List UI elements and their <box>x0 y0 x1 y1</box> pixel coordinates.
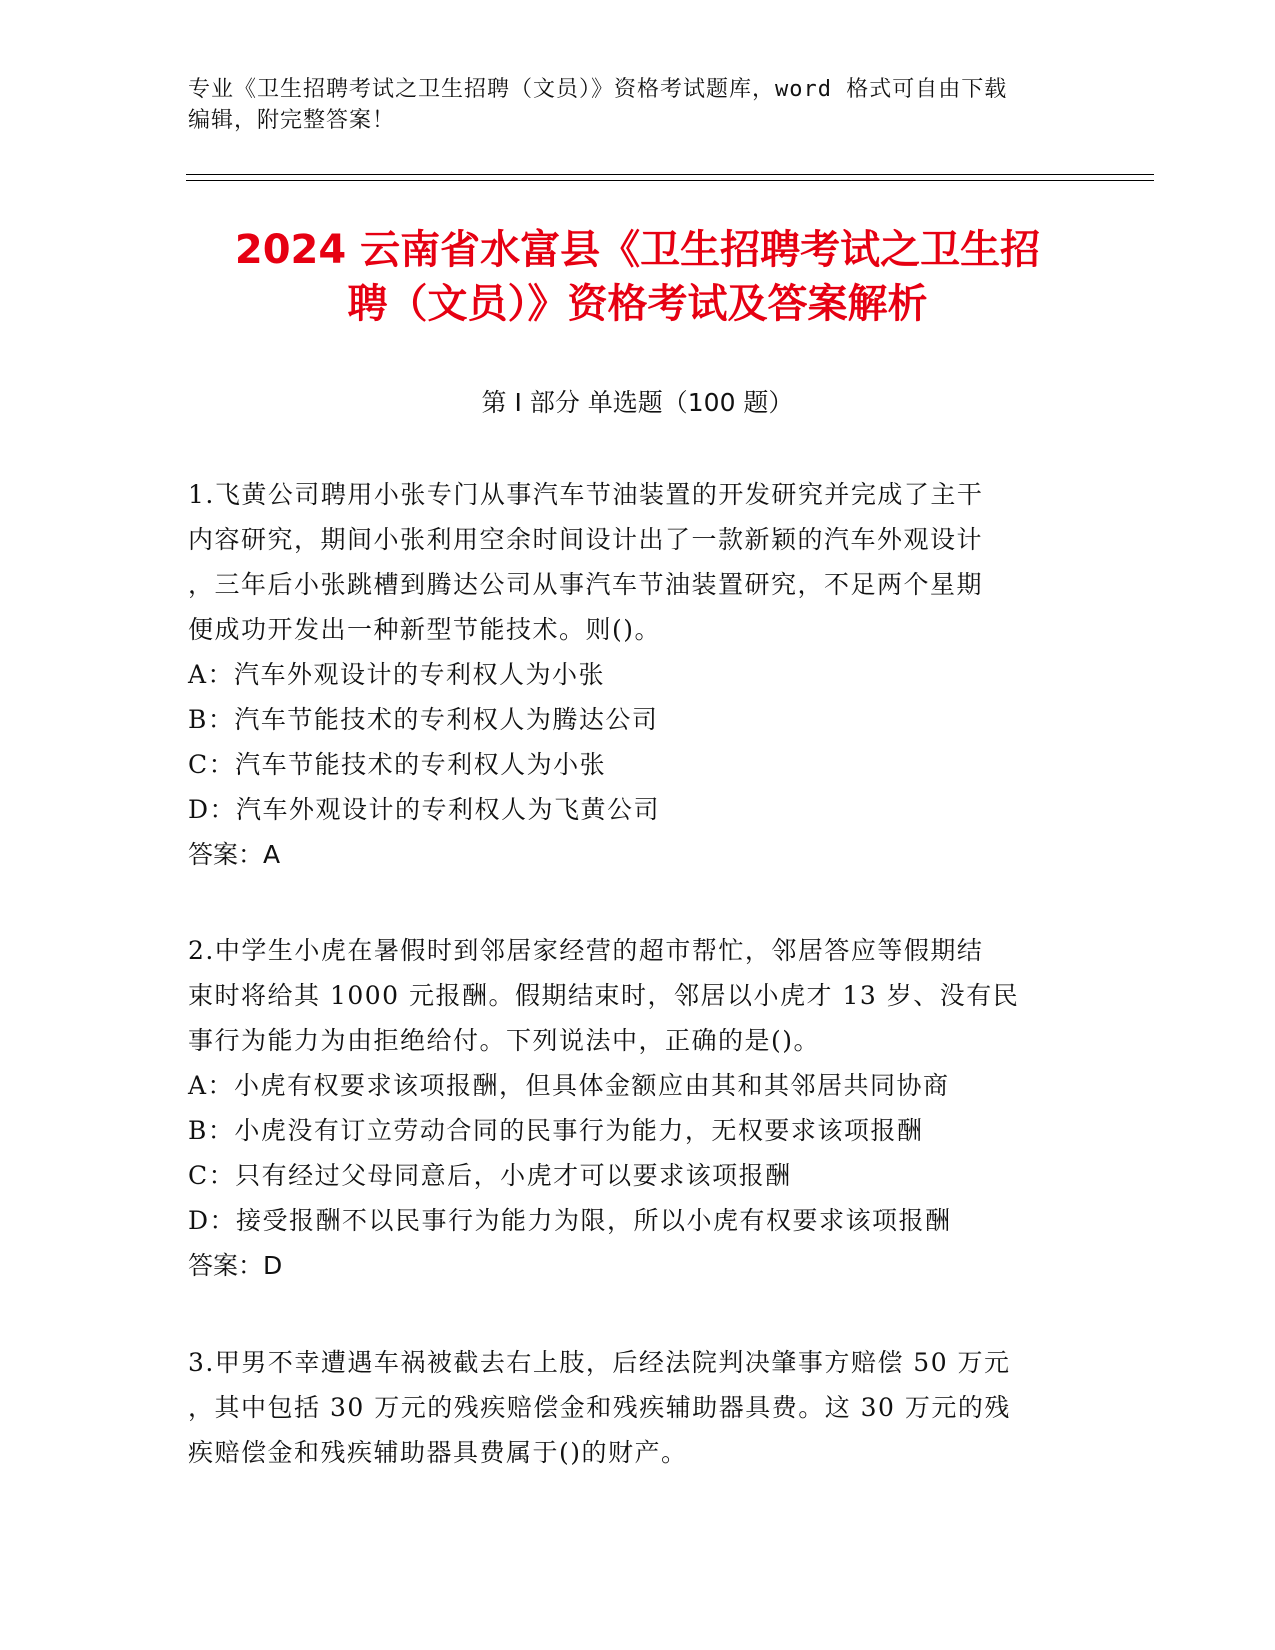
answer: 答案：A <box>188 840 281 869</box>
option-d: D：汽车外观设计的专利权人为飞黄公司 <box>188 795 661 824</box>
header-divider-top <box>186 174 1154 175</box>
header-divider-bottom <box>186 180 1154 181</box>
question-text-line: 束时将给其 1000 元报酬。假期结束时，邻居以小虎才 13 岁、没有民 <box>188 981 1020 1010</box>
question-text-line: 2.中学生小虎在暑假时到邻居家经营的超市帮忙，邻居答应等假期结 <box>188 936 984 965</box>
option-a: A：汽车外观设计的专利权人为小张 <box>188 660 606 689</box>
option-b: B：小虎没有订立劳动合同的民事行为能力，无权要求该项报酬 <box>188 1116 924 1145</box>
option-b: B：汽车节能技术的专利权人为腾达公司 <box>188 705 659 734</box>
header-note-line-2: 编辑，附完整答案！ <box>188 108 396 133</box>
question-text-line: 内容研究，期间小张利用空余时间设计出了一款新颖的汽车外观设计 <box>188 525 984 554</box>
question-1 <box>188 472 1088 877</box>
question-text-line: 疾赔偿金和残疾辅助器具费属于()的财产。 <box>188 1438 688 1467</box>
question-text-line: ，三年后小张跳槽到腾达公司从事汽车节油装置研究，不足两个星期 <box>188 570 984 599</box>
header-note <box>188 74 1088 136</box>
question-text-line: ，其中包括 30 万元的残疾赔偿金和残疾辅助器具费。这 30 万元的残 <box>188 1393 1011 1422</box>
header-note-line-1: 专业《卫生招聘考试之卫生招聘（文员）》资格考试题库，word 格式可自由下载 <box>188 77 1008 102</box>
question-text-line: 1.飞黄公司聘用小张专门从事汽车节油装置的开发研究并完成了主干 <box>188 480 984 509</box>
question-2 <box>188 928 1088 1288</box>
option-c: C：只有经过父母同意后，小虎才可以要求该项报酬 <box>188 1161 792 1190</box>
section-title: 第 I 部分 单选题（100 题） <box>481 388 794 417</box>
option-d: D：接受报酬不以民事行为能力为限，所以小虎有权要求该项报酬 <box>188 1206 952 1235</box>
document-title-line-2: 聘（文员）》资格考试及答案解析 <box>347 281 928 327</box>
option-a: A：小虎有权要求该项报酬，但具体金额应由其和其邻居共同协商 <box>188 1071 950 1100</box>
question-3 <box>188 1340 1088 1475</box>
question-text-line: 3.甲男不幸遭遇车祸被截去右上肢，后经法院判决肇事方赔偿 50 万元 <box>188 1348 1011 1377</box>
document-title <box>150 223 1125 331</box>
document-title-line-1: 2024 云南省水富县《卫生招聘考试之卫生招 <box>234 227 1041 273</box>
question-text-line: 事行为能力为由拒绝给付。下列说法中，正确的是()。 <box>188 1026 821 1055</box>
answer: 答案：D <box>188 1251 283 1280</box>
option-c: C：汽车节能技术的专利权人为小张 <box>188 750 607 779</box>
question-text-line: 便成功开发出一种新型节能技术。则()。 <box>188 615 662 644</box>
